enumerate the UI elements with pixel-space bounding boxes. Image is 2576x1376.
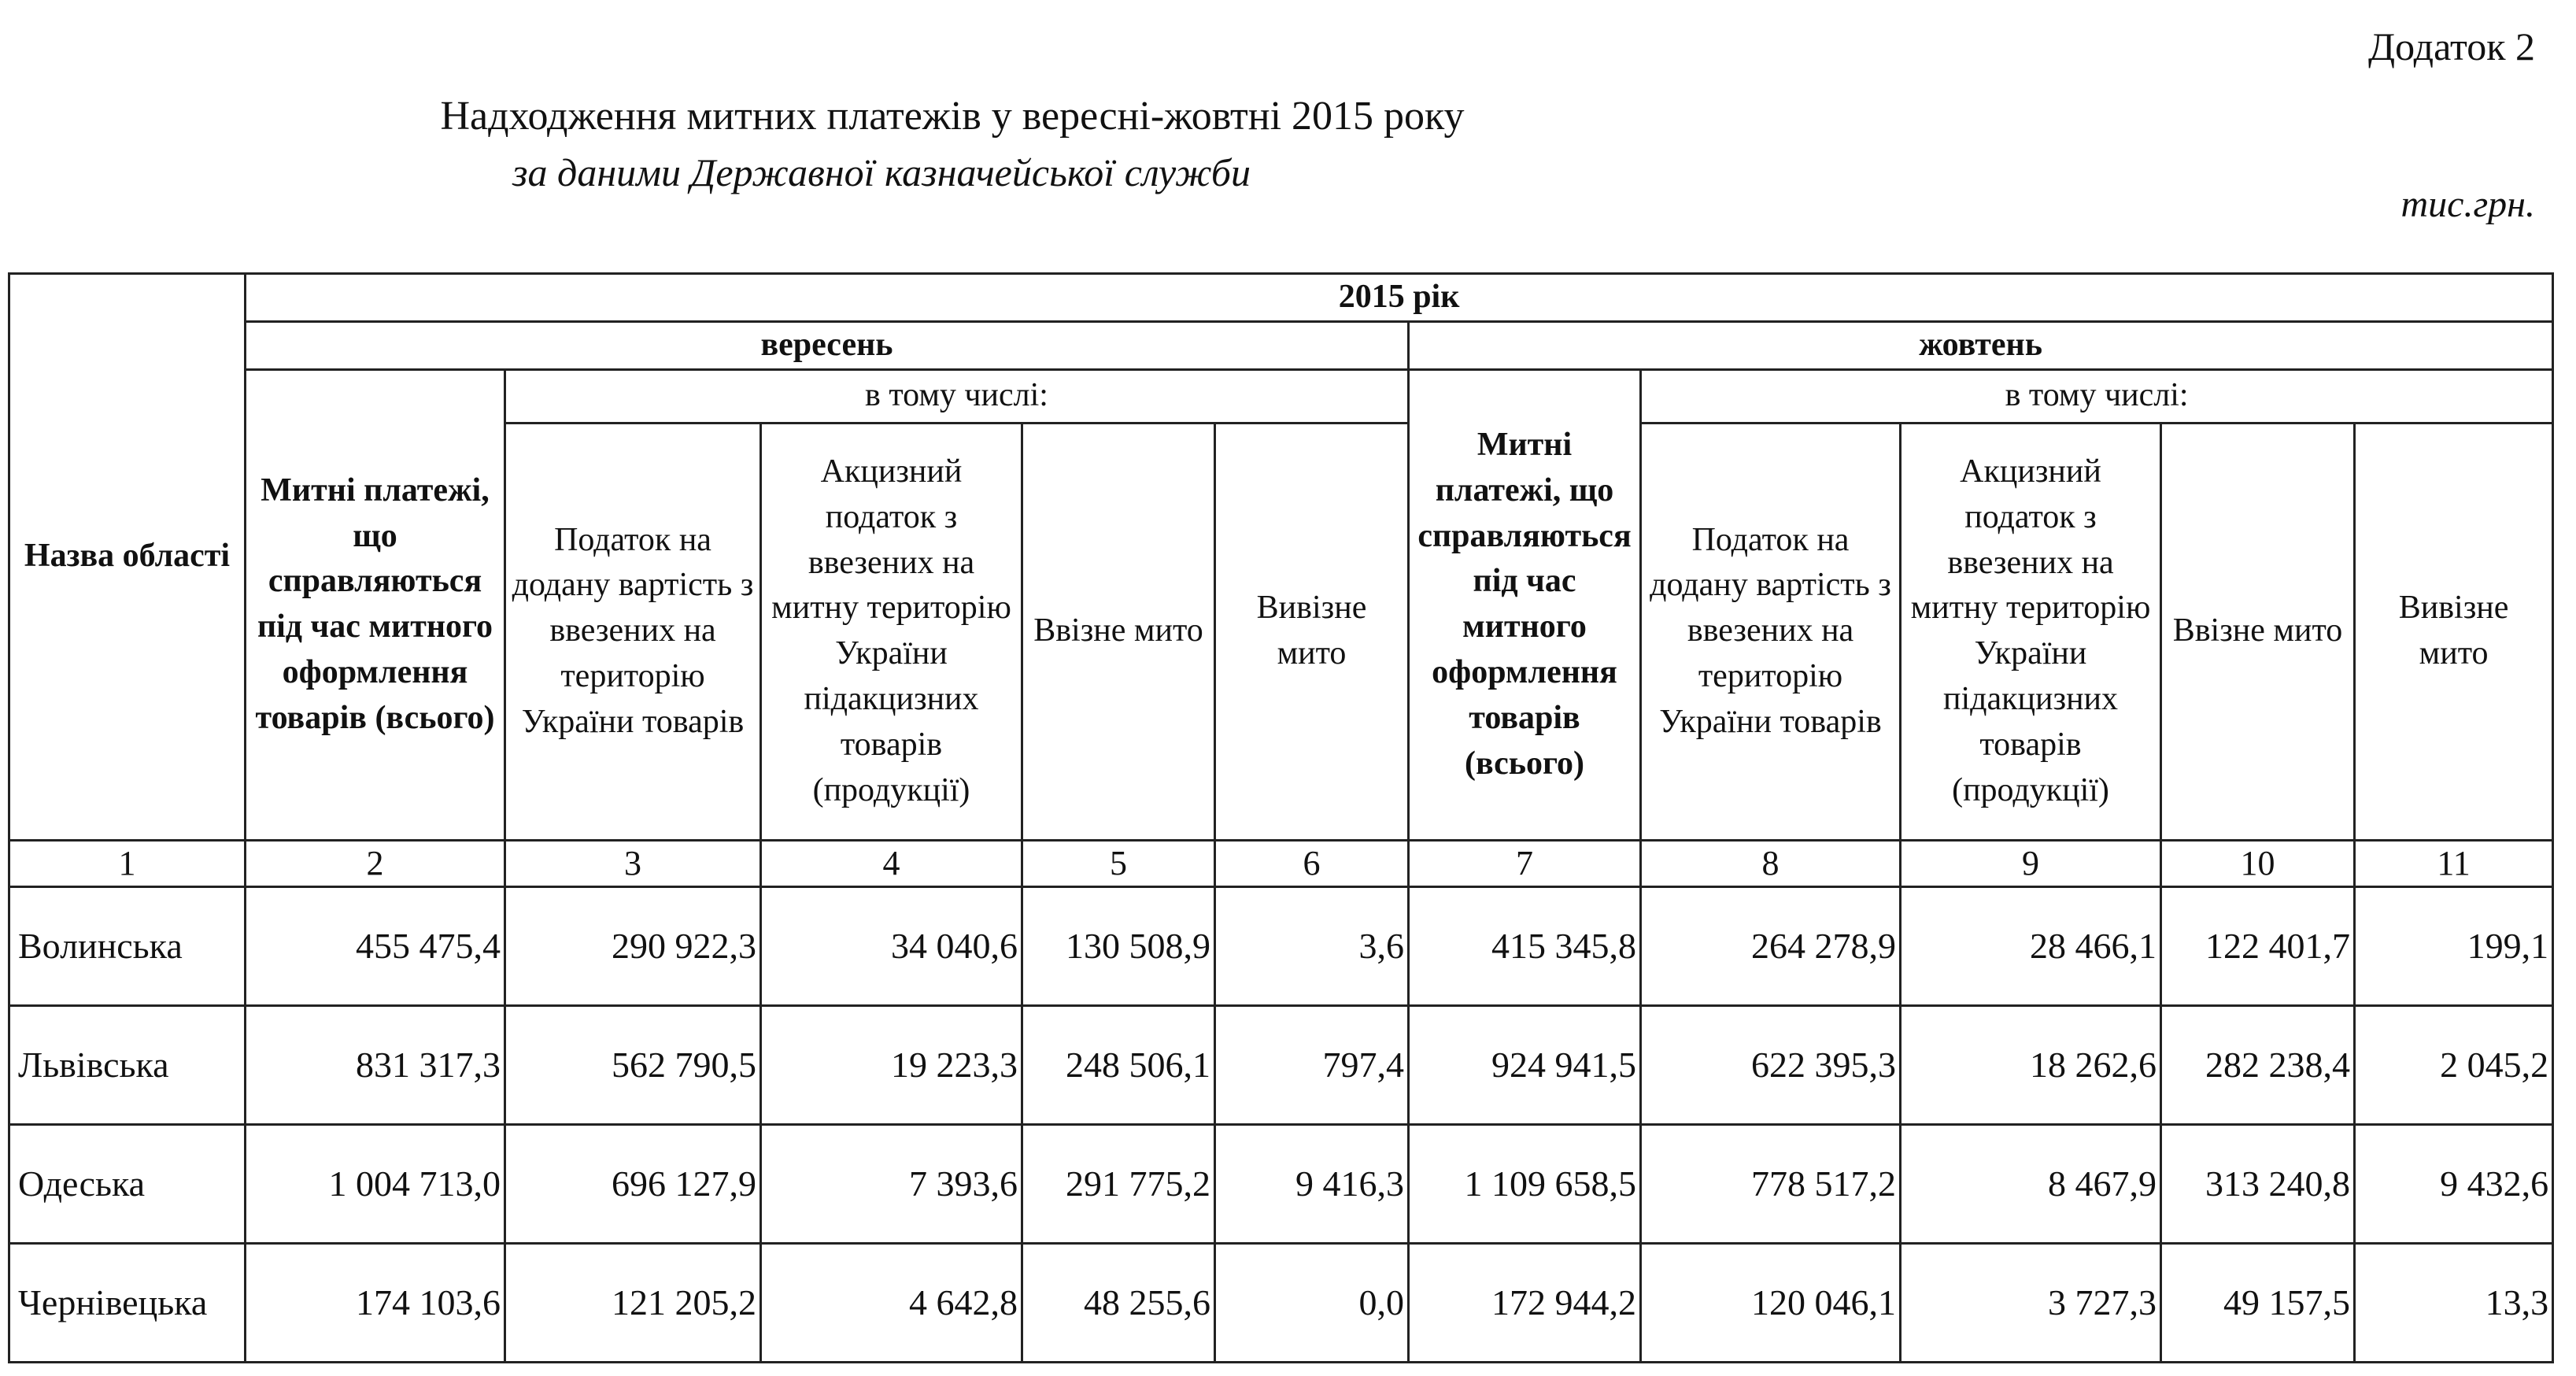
column-number-row [9, 840, 2553, 886]
table-cell: 264 278,9 [1641, 886, 1901, 1005]
document-subtitle: за даними Державної казначейської служби [512, 150, 1251, 194]
excise-header: Акцизний податок з ввезених на митну територію України підакцизних товарів (продукції) [761, 423, 1022, 840]
table-cell: 28 466,1 [1901, 886, 2161, 1005]
export-duty-header: Вивізне мито [2355, 423, 2553, 840]
table-cell: 291 775,2 [1022, 1124, 1215, 1243]
table-cell: 290 922,3 [505, 886, 761, 1005]
table-cell: 3,6 [1215, 886, 1409, 1005]
region-name: Волинська [9, 886, 246, 1005]
table-cell: 172 944,2 [1409, 1243, 1641, 1362]
import-duty-header: Ввізне мито [2161, 423, 2355, 840]
table-cell: 120 046,1 [1641, 1243, 1901, 1362]
table-cell: 562 790,5 [505, 1005, 761, 1124]
column-number: 6 [1215, 840, 1409, 886]
table-row [9, 1243, 2553, 1362]
including-header-october: в тому числі: [1641, 369, 2553, 423]
table-cell: 19 223,3 [761, 1005, 1022, 1124]
column-number: 5 [1022, 840, 1215, 886]
month-header-october: жовтень [1409, 321, 2553, 369]
table-cell: 0,0 [1215, 1243, 1409, 1362]
column-number: 4 [761, 840, 1022, 886]
including-header-september: в тому числі: [505, 369, 1409, 423]
column-number: 2 [246, 840, 505, 886]
table-cell: 122 401,7 [2161, 886, 2355, 1005]
table-cell: 121 205,2 [505, 1243, 761, 1362]
column-number: 11 [2355, 840, 2553, 886]
table-cell: 4 642,8 [761, 1243, 1022, 1362]
column-number: 7 [1409, 840, 1641, 886]
excise-header: Акцизний податок з ввезених на митну територію України підакцизних товарів (продукції) [1901, 423, 2161, 840]
column-number: 3 [505, 840, 761, 886]
month-header-september: вересень [246, 321, 1409, 369]
table-cell: 48 255,6 [1022, 1243, 1215, 1362]
vat-header: Податок на додану вартість з ввезених на територію України товарів [505, 423, 761, 840]
table-cell: 1 109 658,5 [1409, 1124, 1641, 1243]
region-name: Чернівецька [9, 1243, 246, 1362]
table-cell: 9 416,3 [1215, 1124, 1409, 1243]
table-cell: 415 345,8 [1409, 886, 1641, 1005]
column-number: 10 [2161, 840, 2355, 886]
table-cell: 8 467,9 [1901, 1124, 2161, 1243]
table-cell: 1 004 713,0 [246, 1124, 505, 1243]
table-row [9, 886, 2553, 1005]
vat-header: Податок на додану вартість з ввезених на територію України товарів [1641, 423, 1901, 840]
year-header: 2015 рік [246, 274, 2553, 322]
region-name: Одеська [9, 1124, 246, 1243]
table-cell: 9 432,6 [2355, 1124, 2553, 1243]
table-cell: 18 262,6 [1901, 1005, 2161, 1124]
table-cell: 778 517,2 [1641, 1124, 1901, 1243]
region-name: Львівська [9, 1005, 246, 1124]
table-cell: 3 727,3 [1901, 1243, 2161, 1362]
total-header-september: Митні платежі, що справляються під час митного оформлення товарів (всього) [246, 369, 505, 840]
table-cell: 248 506,1 [1022, 1005, 1215, 1124]
table-cell: 313 240,8 [2161, 1124, 2355, 1243]
column-number: 1 [9, 840, 246, 886]
table-cell: 622 395,3 [1641, 1005, 1901, 1124]
export-duty-header: Вивізне мито [1215, 423, 1409, 840]
import-duty-header: Ввізне мито [1022, 423, 1215, 840]
table-cell: 696 127,9 [505, 1124, 761, 1243]
region-header: Назва області [9, 274, 246, 841]
table-cell: 34 040,6 [761, 886, 1022, 1005]
annex-label: Додаток 2 [2368, 24, 2535, 68]
column-number: 9 [1901, 840, 2161, 886]
table-cell: 199,1 [2355, 886, 2553, 1005]
table-cell: 924 941,5 [1409, 1005, 1641, 1124]
table-cell: 7 393,6 [761, 1124, 1022, 1243]
table-cell: 49 157,5 [2161, 1243, 2355, 1362]
table-cell: 2 045,2 [2355, 1005, 2553, 1124]
customs-payments-table [8, 272, 2554, 1363]
table-cell: 797,4 [1215, 1005, 1409, 1124]
total-header-october: Митні платежі, що справляються під час митного оформлення товарів (всього) [1409, 369, 1641, 840]
table-cell: 831 317,3 [246, 1005, 505, 1124]
document-title: Надходження митних платежів у вересні-жовтні 2015 року [440, 94, 1465, 139]
table-row [9, 1124, 2553, 1243]
table-cell: 455 475,4 [246, 886, 505, 1005]
table-cell: 282 238,4 [2161, 1005, 2355, 1124]
table-row [9, 1005, 2553, 1124]
unit-label: тис.грн. [2400, 183, 2535, 225]
table-cell: 130 508,9 [1022, 886, 1215, 1005]
table-cell: 13,3 [2355, 1243, 2553, 1362]
column-number: 8 [1641, 840, 1901, 886]
table-cell: 174 103,6 [246, 1243, 505, 1362]
